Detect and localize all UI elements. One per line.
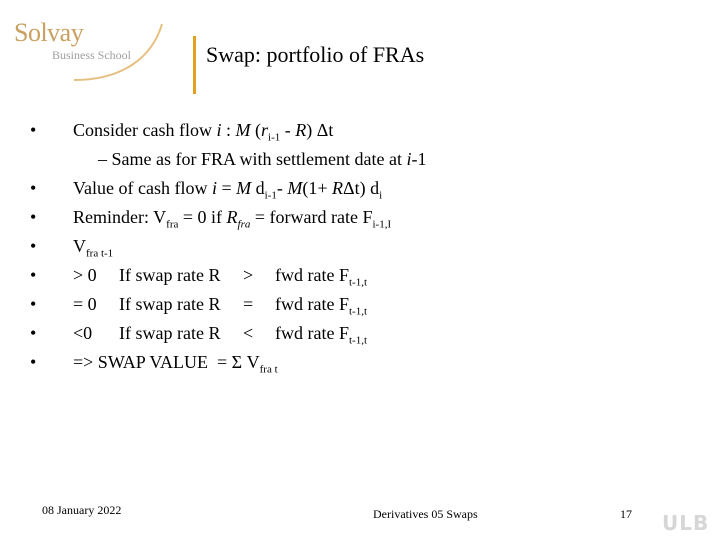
footer-course: Derivatives 05 Swaps — [373, 507, 478, 521]
footer-page-number: 17 — [620, 507, 632, 521]
bullet-marker: • — [30, 207, 37, 227]
bullet-text: => SWAP VALUE = Σ $V_{fra t}$ — [73, 352, 278, 376]
bullet-marker: • — [30, 178, 37, 198]
bullet-marker: • — [30, 323, 37, 343]
bullet-text: $V_{fra t-1}$ — [73, 236, 114, 260]
bullet-text: > 0 If swap rate R > fwd rate $F_{t-1,t}$ — [73, 265, 368, 289]
bullet-text: Reminder: $V_{fra} = 0$ if $R_{fra}$ = forward rate $F_{i-1,I}$ — [73, 207, 392, 231]
logo-brand: Solvay — [14, 18, 84, 47]
solvay-logo — [12, 18, 172, 88]
bullet-marker: • — [30, 265, 37, 285]
bullet-text: Consider cash flow i : M $(r_{i-1} - R)$ Δt — [73, 120, 334, 144]
sub-bullet-text: – Same as for FRA with settlement date at i-1 — [98, 149, 427, 169]
title-divider — [193, 36, 196, 94]
bullet-marker: • — [30, 352, 37, 372]
slide-title: Swap: portfolio of FRAs — [206, 42, 425, 67]
ulb-logo: ULB — [662, 511, 710, 535]
bullet-marker: • — [30, 294, 37, 314]
bullet-text: <0 If swap rate R < fwd rate $F_{t-1,t}$ — [73, 323, 368, 347]
bullet-text: Value of cash flow i = M $d_{i-1}-$ M(1+ RΔt) $d_i$ — [73, 178, 383, 202]
bullet-marker: • — [30, 236, 37, 256]
bullet-marker: • — [30, 120, 37, 140]
footer-date: 08 January 2022 — [42, 503, 122, 517]
logo-school: Business School — [52, 48, 132, 62]
bullet-text: = 0 If swap rate R = fwd rate $F_{t-1,t}$ — [73, 294, 368, 318]
